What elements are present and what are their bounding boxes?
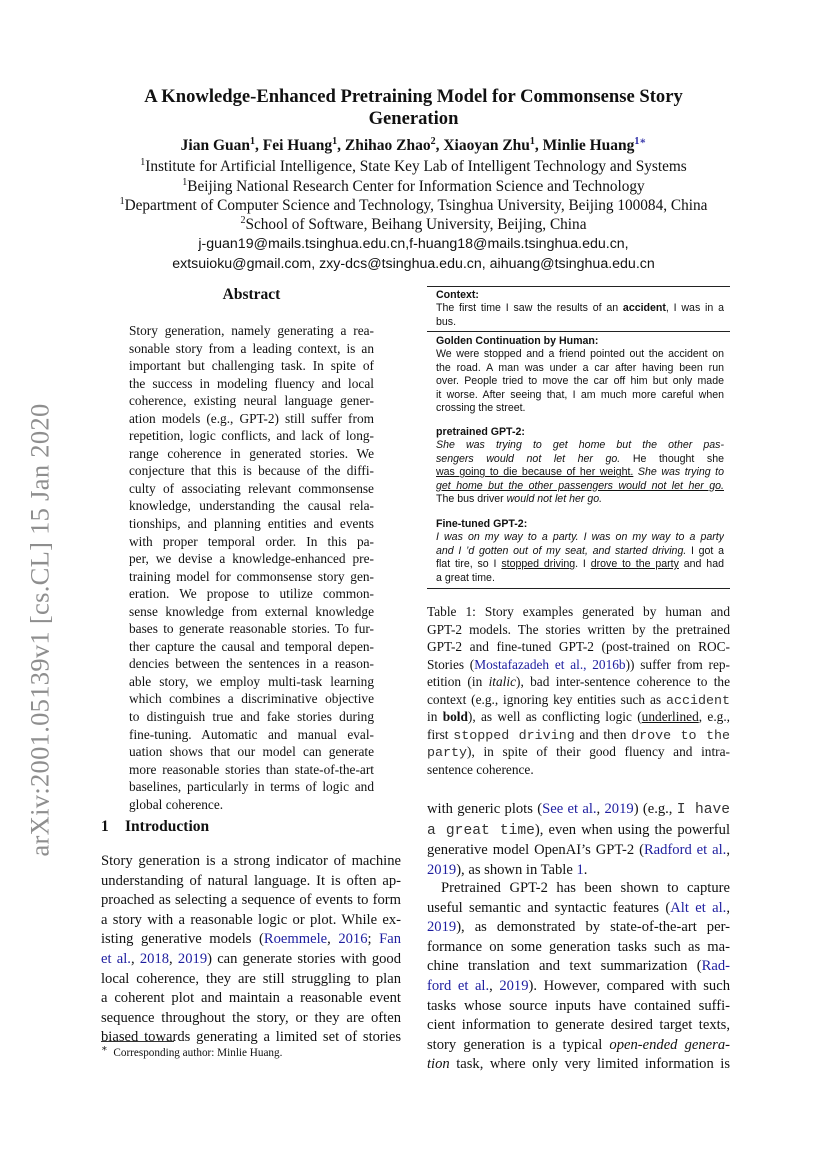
- table-context-cell: Context: The first time I saw the results of an accident, I was in a bus.: [436, 289, 724, 328]
- table-finetuned-cell: Fine-tuned GPT-2: I was on my way to a party. I was on my way to a party and I ’d gotten out of my seat, and started driving. I got a flat tire, so I stopped driving. I drove to the party and had a great time.: [436, 518, 724, 584]
- table-pretrained-cell: pretrained GPT-2: She was trying to get home but the other pas- sengers would not let her go. He thought she was going to die because of her weight. She was trying to get home but the other passengers would not let her go. The bus driver would not let her go.: [436, 426, 724, 505]
- abstract-heading: Abstract: [222, 286, 281, 303]
- table-rule: [427, 331, 730, 332]
- arxiv-identifier: arXiv:2001.05139v1 [cs.CL] 15 Jan 2020: [24, 403, 55, 857]
- citation-link[interactable]: 2019: [427, 861, 457, 878]
- citation-link[interactable]: See et al.: [542, 801, 597, 817]
- citation-link[interactable]: Radford et al.: [643, 842, 727, 859]
- citation-link[interactable]: 2019: [604, 801, 634, 817]
- citation-link[interactable]: Alt et al.: [670, 899, 727, 916]
- paper-title: A Knowledge-Enhanced Pretraining Model for Commonsense Story Generation: [144, 86, 683, 129]
- citation-link[interactable]: Fan: [379, 931, 401, 948]
- email-line: extsuioku@gmail.com, zxy-dcs@tsinghua.edu.cn, aihuang@tsinghua.edu.cn: [172, 256, 655, 272]
- corresponding-author-link[interactable]: 1∗: [634, 135, 647, 147]
- table-top-rule: [427, 286, 730, 287]
- citation-link[interactable]: Rad-: [701, 958, 730, 975]
- citation-link[interactable]: ford et al.: [427, 977, 490, 994]
- table-bottom-rule: [427, 588, 730, 589]
- section-heading-introduction: 1 Introduction: [101, 818, 210, 835]
- author-name: Zhihao Zhao: [344, 137, 431, 154]
- affiliation-line: $^2$School of Software, Beihang University, Beijing, China: [240, 214, 587, 233]
- email-line: j-guan19@mails.tsinghua.edu.cn,f-huang18@mails.tsinghua.edu.cn,: [198, 236, 629, 252]
- table-reference-link[interactable]: 1: [576, 861, 584, 878]
- citation-link[interactable]: 2018: [139, 950, 170, 967]
- citation-link[interactable]: 2019: [427, 919, 457, 936]
- footnote: ∗ Corresponding author: Minlie Huang.: [101, 1043, 283, 1059]
- citation-link[interactable]: Mostafazadeh et al., 2016b: [474, 656, 626, 672]
- intro-right-paragraph-1: with generic plots (See et al., 2019) (e.g., I have a great time), even when using the powerful generative model OpenAI’s GPT-2 (Radford et al., 2019), as shown in Table 1.: [427, 801, 730, 878]
- affiliation-line: $^1$Beijing National Research Center for Information Science and Technology: [182, 176, 645, 195]
- author-name: Fei Huang: [262, 137, 333, 154]
- arxiv-sidebar-stamp: [26, 372, 54, 888]
- intro-left-paragraph: Story generation is a strong indicator of machine understanding of natural language. It is often ap- proached as selecting a sequence of events to form a story with a reasonable logic or plot. While ex- isting generative models (Roemmele, 2016; Fan et al., 2018, 2019) can generate stories with good local coherence, they are still struggling to plan a coherent plot and maintain a reasonable event sequence throughout the story, or they are often biased towards generating a limited set of stories: [101, 853, 401, 1046]
- abstract-body: Story generation, namely generating a rea- sonable story from a leading context, is an important but challenging task. In spite of the success in modeling fluency and local coherence, existing neural language gener- ation models (e.g., GPT-2) still suffer from repetition, logic conflicts, and lack of long- range coherence in generated stories. We conjecture that this is because of the diffi- culty of associating relevant commonsense knowledge, understanding the causal rela- tionships, and planning entities and events with proper temporal order. In this pa- per, we devise a knowledge-enhanced pre- training model for commonsense story gen- eration. We propose to utilize common- sense knowledge from external knowledge bases to generate reasonable stories. To fur- ther capture the causal and temporal depen- dencies between the sentences in a reason- able story, we employ multi-task learning which combines a discriminative objective to distinguish true and fake stories during fine-tuning. Automatic and manual eval- uation shows that our model can generate more reasonable stories than state-of-the-art baselines, particularly in terms of logic and global coherence.: [129, 323, 374, 812]
- citation-link[interactable]: 2016: [338, 931, 368, 948]
- footnote-rule: [101, 1041, 174, 1042]
- table-golden-cell: Golden Continuation by Human: We were stopped and a friend pointed out the accident on the road. A man was under a car after having been run over. People tried to move the car off him but only made it worse. After seeing that, I am much more careful when crossing the street.: [436, 335, 724, 414]
- affiliation-line: $^1$Department of Computer Science and Technology, Tsinghua University, Beijing 100084, China: [119, 195, 708, 214]
- citation-link[interactable]: 2019: [177, 950, 208, 967]
- affiliation-line: $^1$Institute for Artificial Intelligence, State Key Lab of Intelligent Technology and Systems: [140, 156, 687, 175]
- intro-right-paragraph-2: Pretrained GPT-2 has been shown to capture useful semantic and syntactic features (Alt et al., 2019), as demonstrated by state-of-the-art per- formance on some generation tasks such as ma- chine translation and text summarization (Rad- ford et al., 2019). However, compared with such tasks whose source inputs have contained suffi- cient information to generate desired target texts, story generation is a typical open-ended genera- tion task, where only very limited information is: [427, 880, 730, 1073]
- author-name: Xiaoyan Zhu: [443, 137, 530, 154]
- author-name: Jian Guan: [180, 137, 251, 154]
- table-caption: Table 1: Story examples generated by human and GPT-2 models. The stories written by the pretrained GPT-2 and fine-tuned GPT-2 (post-trained on ROC- Stories (Mostafazadeh et al., 2016b)) suffer from rep- etition (in italic), bad inter-sentence coherence to the context (e.g., ignoring key entities such as accident in bold), as well as conflicting logic (underlined, e.g., first stopped driving and then drove to the party), in spite of their good fluency and intra- sentence coherence.: [427, 604, 730, 777]
- citation-link[interactable]: 2019: [499, 977, 529, 994]
- author-list: Jian Guan$^1$, Fei Huang$^1$, Zhihao Zhao$^2$, Xiaoyan Zhu$^1$, Minlie Huang$^{1∗}$: [180, 135, 647, 154]
- citation-link[interactable]: et al.: [101, 950, 131, 967]
- author-name: Minlie Huang: [542, 137, 635, 154]
- citation-link[interactable]: Roemmele: [263, 931, 328, 948]
